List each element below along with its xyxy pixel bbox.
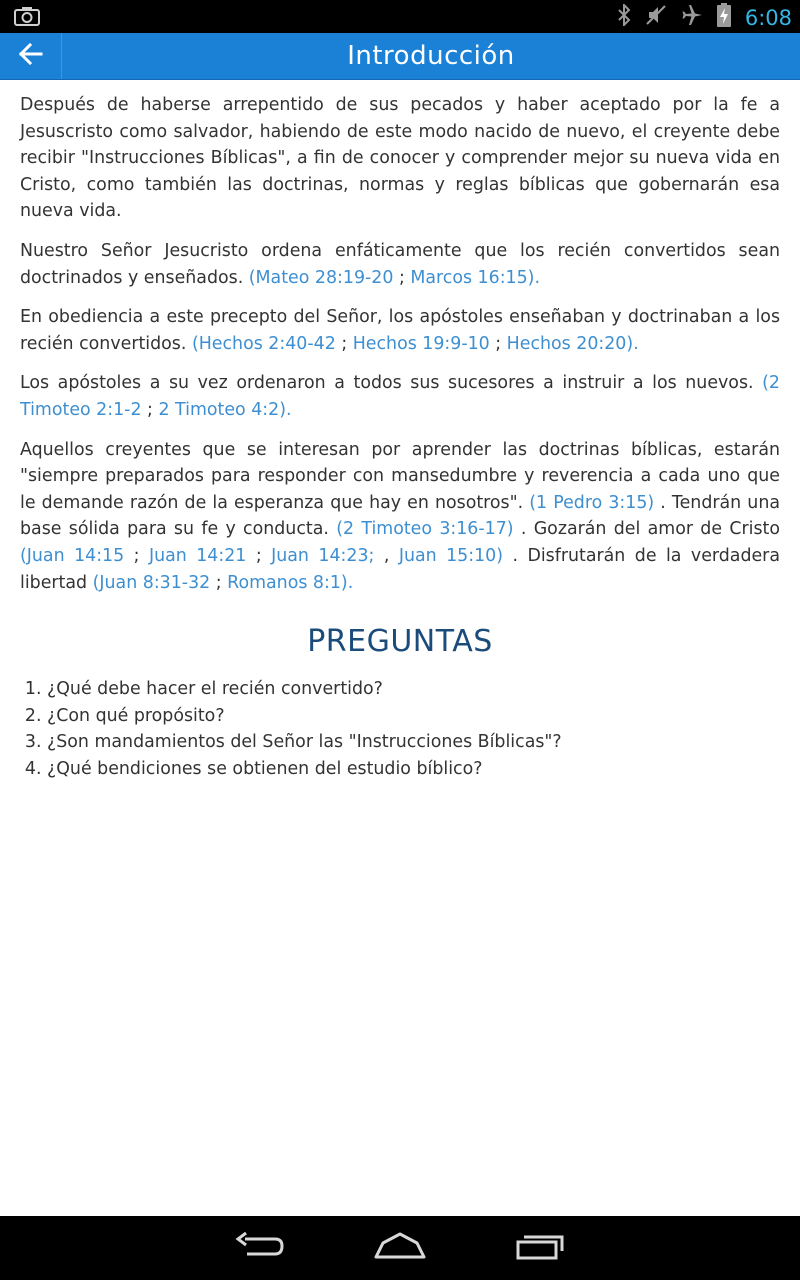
paragraph-text: Después de haberse arrepentido de sus pecados y haber aceptado por la fe a Jesuscristo como salvador, habiendo de este modo nacido de nuevo, el creyente debe recibir "Instrucciones Bíblicas", a fin de conocer y comprender mejor su nueva vida en Cristo, como también las doctrinas, normas y reglas bíblicas que gobernarán esa nueva vida. [20, 95, 780, 222]
reference-separator: ; [255, 545, 262, 566]
nav-home-button[interactable] [370, 1228, 430, 1268]
bible-reference-link[interactable]: Marcos 16:15). [410, 267, 540, 288]
bible-reference-link[interactable]: Hechos 20:20). [506, 333, 639, 354]
bible-reference-link[interactable]: (2 Timoteo 2:1-2 [20, 373, 780, 420]
recent-apps-icon [515, 1231, 565, 1266]
bible-reference-link[interactable]: Juan 15:10) [398, 545, 504, 566]
paragraph-3 [20, 304, 780, 357]
paragraph-5 [20, 437, 780, 597]
paragraph-1 [20, 92, 780, 225]
battery-charging-icon [717, 3, 731, 32]
nav-recent-apps-button[interactable] [510, 1228, 570, 1268]
reference-separator: ; [133, 545, 140, 566]
bible-reference-link[interactable]: Hechos 19:9-10 [352, 333, 490, 354]
reference-separator: ; [215, 572, 222, 593]
bible-reference-link[interactable]: (Mateo 28:19-20 [248, 267, 394, 288]
home-icon [373, 1231, 427, 1266]
status-bar [0, 0, 800, 33]
bible-reference-link[interactable]: (1 Pedro 3:15) [529, 492, 655, 513]
paragraph-text: Nuestro Señor Jesucristo ordena enfáticamente que los recién convertidos sean doctrinados y enseñados. [20, 240, 780, 288]
bible-reference-link[interactable]: (Juan 8:31-32 [92, 572, 211, 593]
system-nav-bar [0, 1216, 800, 1280]
airplane-icon [681, 4, 703, 31]
bible-reference-link[interactable]: (2 Timoteo 3:16-17) [336, 519, 514, 540]
bible-reference-link[interactable]: Juan 14:21 [148, 545, 247, 566]
paragraph-2 [20, 238, 780, 291]
app-bar [0, 33, 800, 80]
paragraph-text: . Gozarán del amor de Cristo [520, 519, 780, 540]
question-item: 3. ¿Son mandamientos del Señor las "Instrucciones Bíblicas"? [47, 729, 780, 756]
questions-heading: PREGUNTAS [307, 624, 493, 660]
paragraph-text: En obediencia a este precepto del Señor, los apóstoles enseñaban y doctrinaban a los recién convertidos. [20, 307, 780, 354]
questions-list [20, 676, 780, 782]
back-button[interactable] [0, 33, 62, 79]
reference-separator: ; [398, 267, 405, 288]
nav-back-button[interactable] [230, 1228, 290, 1268]
reference-separator: ; [147, 399, 153, 420]
content-area [20, 92, 780, 782]
paragraph-text: Los apóstoles a su vez ordenaron a todos sus sucesores a instruir a los nuevos. [20, 373, 754, 394]
bible-reference-link[interactable]: (Juan 14:15 [20, 545, 125, 566]
back-icon [235, 1231, 285, 1266]
reference-separator: ; [495, 333, 502, 354]
paragraph-text: Aquellos creyentes que se interesan por aprender las doctrinas bíblicas, estarán "siempre preparados para responder con mansedumbre y reverencia a cada uno que le demande razón de la esperanza que hay en nosotros". [20, 439, 780, 513]
bible-reference-link[interactable]: 2 Timoteo 4:2). [158, 399, 292, 420]
reference-separator: , [383, 545, 390, 566]
bible-reference-link[interactable]: Juan 14:23; [271, 545, 375, 566]
arrow-left-icon [19, 43, 43, 70]
question-item: 2. ¿Con qué propósito? [47, 703, 780, 730]
question-item: 4. ¿Qué bendiciones se obtienen del estudio bíblico? [47, 756, 780, 783]
reference-separator: ; [341, 333, 348, 354]
camera-icon [14, 6, 40, 31]
no-sound-icon [645, 4, 667, 31]
paragraph-4 [20, 370, 780, 423]
page-title: Introducción [347, 41, 515, 71]
status-time: 6:08 [744, 5, 792, 30]
question-item: 1. ¿Qué debe hacer el recién convertido? [47, 676, 780, 703]
bible-reference-link[interactable]: (Hechos 2:40-42 [191, 333, 336, 354]
bible-reference-link[interactable]: Romanos 8:1). [227, 572, 354, 593]
paragraph-text: . Tendrán una base sólida para su fe y conducta. [20, 492, 780, 540]
paragraph-text: . Disfrutarán de la verdadera libertad [20, 545, 780, 593]
bluetooth-icon [617, 4, 631, 31]
